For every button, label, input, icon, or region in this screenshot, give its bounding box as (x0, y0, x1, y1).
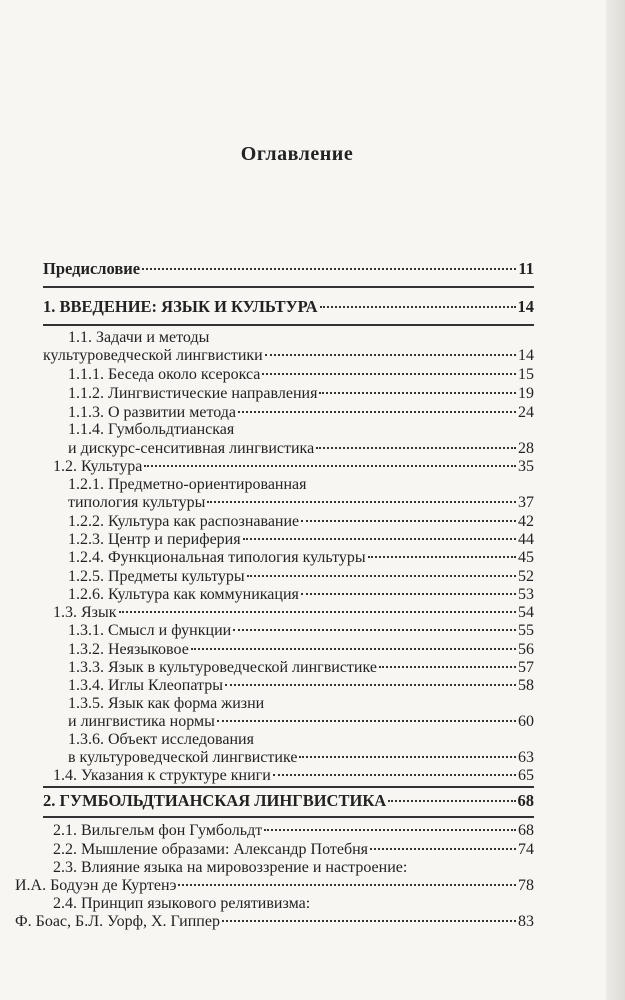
section-rule (43, 786, 534, 788)
toc-entry-2-4[interactable] (15, 913, 534, 931)
entry-label: типология культуры (68, 494, 206, 511)
toc-entry-1-2-3[interactable] (68, 531, 534, 549)
entry-page: 35 (518, 458, 534, 475)
toc-entry-chapter-1[interactable] (43, 298, 534, 316)
entry-label: И.А. Бодуэн де Куртенэ (15, 877, 177, 894)
entry-label: 1.2.2. Культура как распознавание (68, 513, 300, 530)
dot-leader (301, 520, 516, 522)
toc-entry-1-2-1-line1: 1.2.1. Предметно-ориентированная (68, 476, 307, 493)
entry-page: 11 (518, 259, 534, 278)
toc-entry-1-1[interactable] (43, 347, 534, 365)
dot-leader (316, 447, 516, 449)
entry-label: 1.3.2. Неязыковое (68, 641, 189, 658)
entry-label: 1. ВВЕДЕНИЕ: ЯЗЫК И КУЛЬТУРА (43, 297, 318, 316)
toc-entry-1-1-line1: 1.1. Задачи и методы (68, 329, 210, 346)
toc-entry-1-3-6[interactable] (68, 749, 534, 767)
entry-page: 55 (518, 622, 534, 639)
entry-page: 37 (518, 494, 534, 511)
entry-page: 45 (518, 549, 534, 566)
section-rule (43, 816, 534, 818)
toc-entry-2-1[interactable] (53, 822, 534, 840)
entry-label: 1.2.3. Центр и периферия (68, 531, 241, 548)
dot-leader (264, 829, 516, 831)
toc-entry-1-1-1[interactable] (68, 366, 534, 384)
entry-page: 78 (518, 877, 534, 894)
toc-entry-1-2-6[interactable] (68, 586, 534, 604)
entry-label: 1.3.1. Смысл и функции (68, 622, 232, 639)
toc-entry-1-1-3[interactable] (68, 404, 534, 422)
toc-entry-1-1-4[interactable] (68, 440, 534, 458)
dot-leader (178, 884, 516, 886)
entry-page: 44 (518, 531, 534, 548)
dot-leader (388, 800, 515, 802)
toc-entry-1-2-2[interactable] (68, 513, 534, 531)
dot-leader (233, 629, 516, 631)
entry-page: 54 (518, 604, 534, 621)
entry-label: 2.2. Мышление образами: Александр Потебня (53, 841, 369, 858)
toc-entry-1-3-5[interactable] (68, 713, 534, 731)
entry-page: 58 (518, 677, 534, 694)
toc-entry-preface[interactable] (43, 260, 534, 278)
toc-entry-1-3-6-line1: 1.3.6. Объект исследования (68, 731, 254, 748)
entry-page: 68 (517, 791, 534, 810)
entry-page: 56 (518, 641, 534, 658)
entry-label: 1.4. Указания к структуре книги (53, 767, 271, 784)
entry-page: 42 (518, 513, 534, 530)
toc-entry-1-1-2[interactable] (68, 385, 534, 403)
entry-page: 57 (518, 659, 534, 676)
toc-entry-1-1-4-line1: 1.1.4. Гумбольдтианская (68, 421, 235, 438)
toc-entry-2-3-line1: 2.3. Влияние языка на мировоззрение и настроение: (53, 859, 408, 876)
toc-entry-1-3-4[interactable] (68, 677, 534, 695)
entry-label: 1.3.4. Иглы Клеопатры (68, 677, 223, 694)
entry-page: 68 (518, 822, 534, 839)
entry-page: 24 (518, 404, 534, 421)
entry-label: культуроведческой лингвистики (43, 347, 263, 364)
entry-label: 1.1.3. О развитии метода (68, 404, 236, 421)
entry-page: 74 (518, 841, 534, 858)
entry-label: в культуроведческой лингвистике (68, 749, 298, 766)
entry-page: 14 (518, 347, 534, 364)
entry-page: 53 (518, 586, 534, 603)
entry-label: и лингвистика нормы (68, 713, 215, 730)
dot-leader (319, 392, 516, 394)
dot-leader (207, 501, 516, 503)
entry-label: и дискурс-сенситивная лингвистика (68, 440, 315, 457)
toc-entry-1-3-3[interactable] (68, 659, 534, 677)
entry-label: Предисловие (43, 259, 141, 278)
entry-label: 2.1. Вильгельм фон Гумбольдт (53, 822, 263, 839)
entry-label: 1.1.2. Лингвистические направления (68, 385, 318, 402)
section-rule (43, 286, 534, 288)
entry-label: 1.1.1. Беседа около ксерокса (68, 366, 261, 383)
dot-leader (191, 648, 516, 650)
dot-leader (379, 666, 516, 668)
dot-leader (217, 720, 516, 722)
toc-entry-2-4-line1: 2.4. Принцип языкового релятивизма: (53, 895, 311, 912)
entry-label: 1.2. Культура (53, 458, 143, 475)
toc-entry-1-2[interactable] (53, 458, 534, 476)
dot-leader (368, 556, 516, 558)
toc-entry-1-3-2[interactable] (68, 641, 534, 659)
dot-leader (247, 575, 516, 577)
entry-label: 1.3.3. Язык в культуроведческой лингвистике (68, 659, 377, 676)
section-rule (43, 324, 534, 326)
dot-leader (144, 465, 516, 467)
dot-leader (265, 354, 516, 356)
toc-entry-1-3[interactable] (53, 604, 534, 622)
toc-entry-2-3[interactable] (15, 877, 534, 895)
dot-leader (299, 756, 516, 758)
dot-leader (238, 411, 516, 413)
dot-leader (370, 848, 516, 850)
dot-leader (301, 593, 516, 595)
entry-page: 15 (518, 366, 534, 383)
dot-leader (243, 538, 516, 540)
page-title: Оглавление (240, 143, 354, 165)
dot-leader (119, 611, 516, 613)
entry-page: 65 (518, 767, 534, 784)
dot-leader (262, 373, 516, 375)
toc-entry-1-3-1[interactable] (68, 622, 534, 640)
dot-leader (320, 306, 516, 308)
entry-label: 1.2.5. Предметы культуры (68, 568, 245, 585)
dot-leader (142, 268, 516, 270)
entry-label: 1.2.6. Культура как коммуникация (68, 586, 299, 603)
entry-page: 28 (518, 440, 534, 457)
entry-page: 52 (518, 568, 534, 585)
entry-page: 60 (518, 713, 534, 730)
toc-entry-1-2-1[interactable] (68, 494, 534, 512)
toc-entry-1-3-5-line1: 1.3.5. Язык как форма жизни (68, 695, 265, 712)
entry-page: 19 (518, 385, 534, 402)
dot-leader (225, 684, 516, 686)
toc-entry-chapter-2[interactable] (43, 792, 534, 810)
entry-label: Ф. Боас, Б.Л. Уорф, Х. Гиппер (15, 913, 220, 930)
entry-page: 83 (518, 913, 534, 930)
entry-page: 63 (518, 749, 534, 766)
dot-leader (222, 920, 516, 922)
toc-entry-1-4[interactable] (53, 767, 534, 785)
page-edge (606, 0, 625, 1000)
entry-label: 1.2.4. Функциональная типология культуры (68, 549, 366, 566)
toc-entry-2-2[interactable] (53, 841, 534, 859)
entry-page: 14 (517, 297, 534, 316)
dot-leader (273, 774, 516, 776)
toc-entry-1-2-5[interactable] (68, 568, 534, 586)
toc-entry-1-2-4[interactable] (68, 549, 534, 567)
entry-label: 1.3. Язык (53, 604, 117, 621)
entry-label: 2. ГУМБОЛЬДТИАНСКАЯ ЛИНГВИСТИКА (43, 791, 387, 810)
